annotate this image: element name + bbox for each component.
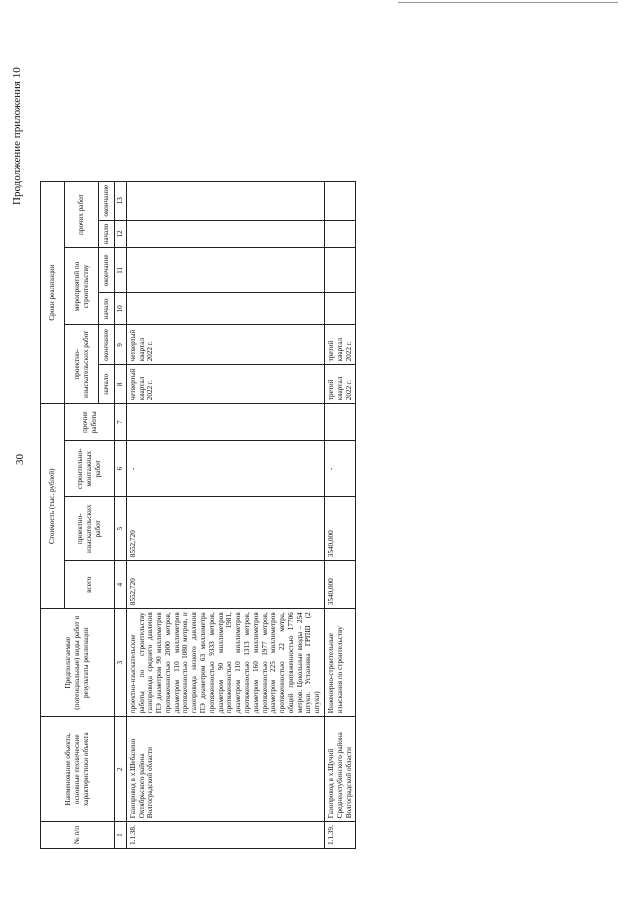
implementation-table	[40, 181, 356, 849]
table-row	[126, 181, 324, 848]
cost-construction: -	[126, 441, 324, 497]
cost-design: 3540,000	[324, 497, 355, 561]
construction-end	[324, 248, 355, 293]
column-number: 2	[115, 717, 127, 822]
column-number: 12	[115, 220, 127, 248]
header-cost-design: проектно-изыскательских работ	[65, 497, 115, 561]
design-start: третий квартал 2022 г.	[324, 365, 355, 404]
header-start: начало	[99, 293, 115, 325]
cost-total: 8552,720	[126, 561, 324, 609]
other-end	[324, 181, 355, 220]
cost-construction: -	[324, 441, 355, 497]
row-number: 1.1.38.	[126, 822, 324, 849]
header-term-other: прочих работ	[65, 181, 99, 248]
header-cost: Стоимость (тыс. рублей)	[41, 404, 65, 609]
column-number: 3	[115, 609, 127, 717]
column-number: 4	[115, 561, 127, 609]
other-start	[126, 220, 324, 248]
construction-start	[324, 293, 355, 325]
column-number: 10	[115, 293, 127, 325]
cost-other	[126, 404, 324, 441]
row-number: 1.1.39.	[324, 822, 355, 849]
header-end: окончание	[99, 181, 115, 220]
column-number: 8	[115, 365, 127, 404]
page-number: 30	[14, 454, 26, 465]
header-cost-construction: строительно-монтажных работ	[65, 441, 115, 497]
design-end: третий квартал 2022 г.	[324, 325, 355, 365]
construction-end	[126, 248, 324, 293]
cost-total: 3540,000	[324, 561, 355, 609]
header-cost-other: прочие работы	[65, 404, 115, 441]
header-no: № п/п	[41, 822, 115, 849]
header-start: начало	[99, 220, 115, 248]
other-start	[324, 220, 355, 248]
column-number: 9	[115, 325, 127, 365]
other-end	[126, 181, 324, 220]
header-planned-works: Предполагаемые (потенциальные) виды работ и результаты реализации	[41, 609, 115, 717]
column-number: 11	[115, 248, 127, 293]
column-numbers-row	[115, 181, 127, 848]
object-name: Газопровод в х.Шебалино Октябрьского района Волгоградской области	[126, 717, 324, 822]
column-number: 1	[115, 822, 127, 849]
planned-works: Инженерно-строительные изыскания по строительству	[324, 609, 355, 717]
column-number: 7	[115, 404, 127, 441]
header-term-design: проектно-изыскательских работ	[65, 325, 99, 404]
header-end: окончание	[99, 248, 115, 293]
continuation-label: Продолжение приложения 10	[11, 67, 23, 205]
cost-other	[324, 404, 355, 441]
design-start: четвертый квартал 2022 г.	[126, 365, 324, 404]
header-term-construction: мероприятий по строительству	[65, 248, 99, 325]
header-end: окончание	[99, 325, 115, 365]
column-number: 6	[115, 441, 127, 497]
column-number: 5	[115, 497, 127, 561]
column-number: 13	[115, 181, 127, 220]
table-row	[324, 181, 355, 848]
construction-start	[126, 293, 324, 325]
cost-design: 8552,720	[126, 497, 324, 561]
planned-works: проектно-изыскательские работы по строительству газопровода среднего давления ПЭ диаметром 90 миллиметров протяженностью 2000 метров, диаметром 110 миллиметров протяженностью 1080 метров, и газопровода низкого давления ПЭ диаметром 63 миллиметра протяженностью 9333 метров, диаметром 90 миллиметров протяженностью 1981, диаметром 110 миллиметров протяженностью 1313 метров, диаметром 160 миллиметров протяженностью 1977 метров, диаметром 225 миллиметров протяженностью 22 метра, общей протяженностью 17706 метров. Цокольные вводы – 254 штуки. Установка ГРПШ (2 штуки)	[126, 609, 324, 717]
design-end: четвертый квартал 2022 г.	[126, 325, 324, 365]
header-start: начало	[99, 365, 115, 404]
header-terms: Сроки реализации	[41, 181, 65, 403]
object-name: Газопровод в х.Щучий Среднеахтубинского района Волгоградской области	[324, 717, 355, 822]
header-cost-total: всего	[65, 561, 115, 609]
header-object-name: Наименование объекта, основные технические характеристики объекта	[41, 717, 115, 822]
